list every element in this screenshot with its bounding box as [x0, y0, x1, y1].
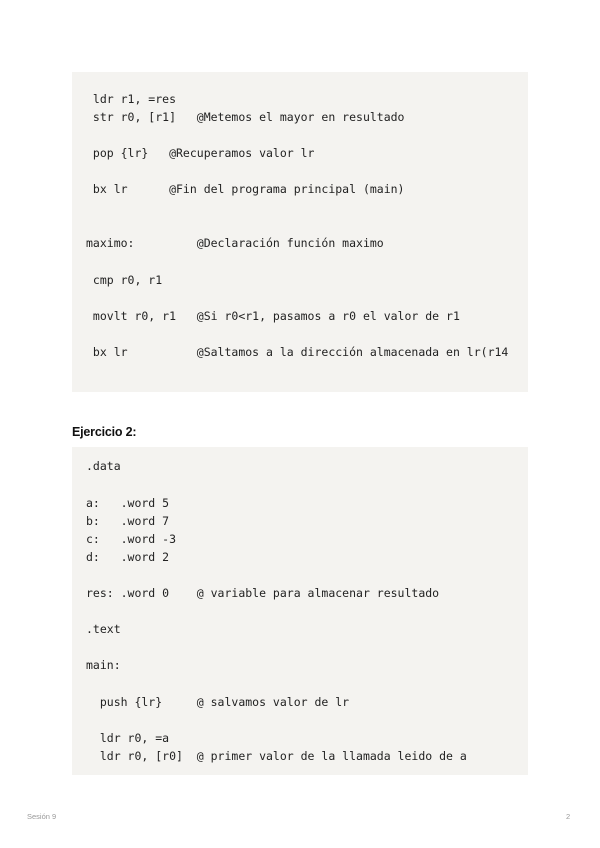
- code-line: main:: [86, 658, 121, 672]
- code-line: c: .word -3: [86, 532, 177, 546]
- code-line: .data: [86, 459, 121, 473]
- page-number: 2: [566, 812, 571, 821]
- code-line: ldr r0, =a: [86, 731, 170, 745]
- code-line: ldr r1, =res: [86, 92, 177, 106]
- code-line: res: .word 0 @ variable para almacenar resultado: [86, 586, 440, 600]
- code-line: .text: [86, 622, 121, 636]
- code-line: str r0, [r1] @Metemos el mayor en resultado: [86, 110, 405, 124]
- code-line: a: .word 5: [86, 496, 170, 510]
- code-block: [72, 72, 528, 392]
- code-line: ldr r0, [r0] @ primer valor de la llamada leido de a: [86, 749, 467, 763]
- footer-session-label: Sesión 9: [27, 812, 57, 821]
- code-line: bx lr @Saltamos a la dirección almacenada en lr(r14: [86, 345, 509, 359]
- code-line: pop {lr} @Recuperamos valor lr: [86, 146, 315, 160]
- code-line: cmp r0, r1: [86, 273, 163, 287]
- code-line: maximo: @Declaración función maximo: [86, 236, 384, 250]
- code-block: [72, 447, 528, 775]
- code-line: d: .word 2: [86, 550, 170, 564]
- code-line: push {lr} @ salvamos valor de lr: [86, 695, 350, 709]
- section-heading: Ejercicio 2:: [72, 425, 137, 439]
- code-line: b: .word 7: [86, 514, 170, 528]
- code-line: movlt r0, r1 @Si r0<r1, pasamos a r0 el valor de r1: [86, 309, 460, 323]
- code-line: bx lr @Fin del programa principal (main): [86, 182, 405, 196]
